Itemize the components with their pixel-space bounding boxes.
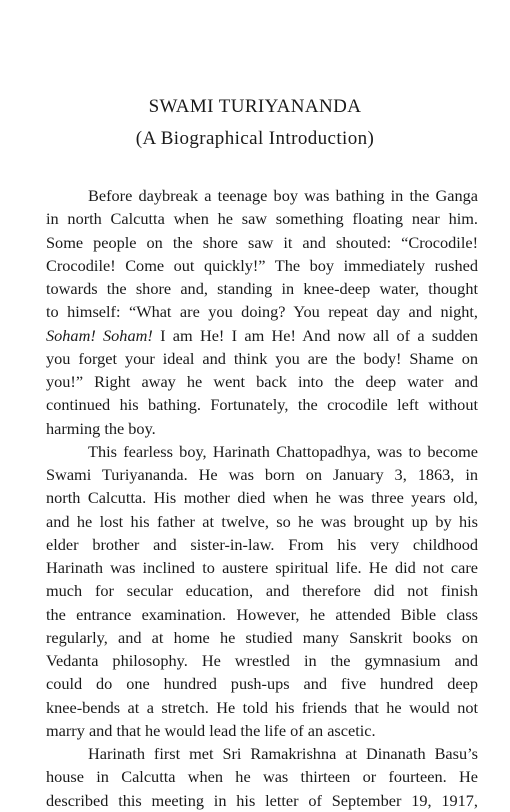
text-segment: to himself: “What are you doing? You repeat day and night,: [46, 302, 478, 322]
text-segment: I am He! I am He! And now all of a sudden: [152, 325, 478, 345]
text-segment: Vedanta philosophy. He wrestled in the gymnasium and: [46, 651, 478, 670]
text-line: [46, 510, 478, 533]
text-line: [46, 696, 478, 719]
text-segment: Some people on the shore saw it and shouted: “Crocodile!: [46, 232, 478, 252]
text-line: [46, 742, 478, 765]
text-line: [46, 370, 478, 393]
text-line: [46, 347, 478, 370]
text-segment: Swami Turiyananda. He was born on January 3, 1863, in: [46, 465, 478, 484]
text-segment: knee-bends at a stretch. He told his friends that he would not: [46, 697, 478, 717]
text-segment: you!” Right away he went back into the deep water and: [46, 372, 478, 391]
text-line: [46, 417, 478, 440]
text-segment: you forget your ideal and think you are the body! Shame on: [46, 348, 478, 368]
text-segment: much for secular education, and therefore did not finish: [46, 581, 478, 601]
text-line: [46, 277, 478, 300]
text-line: [46, 184, 478, 207]
text-segment: and he lost his father at twelve, so he was brought up by his: [46, 511, 478, 531]
text-line: [46, 579, 478, 602]
text-segment: elder brother and sister-in-law. From his very childhood: [46, 534, 478, 554]
text-line: [46, 463, 478, 486]
text-line: [46, 789, 478, 812]
text-segment: Harinath was inclined to austere spiritual life. He did not care: [46, 558, 478, 577]
text-segment: the entrance examination. However, he attended Bible class: [46, 604, 478, 624]
text-segment: could do one hundred push-ups and five hundred deep: [46, 674, 478, 694]
body-text: [46, 184, 478, 812]
chapter-subtitle: (A Biographical Introduction): [135, 128, 375, 149]
text-segment: Before daybreak a teenage boy was bathing in the Ganga: [88, 186, 478, 205]
text-line: [46, 254, 478, 277]
text-segment: described this meeting in his letter of September 19, 1917,: [46, 790, 478, 810]
text-line: [46, 556, 478, 579]
text-segment: marry and that he would lead the life of an ascetic.: [46, 720, 376, 740]
text-segment: north Calcutta. His mother died when he was three years old,: [46, 488, 478, 508]
text-line: [46, 649, 478, 672]
text-line: [46, 231, 478, 254]
text-line: [46, 440, 478, 463]
text-segment: Crocodile! Come out quickly!” The boy immediately rushed: [46, 255, 478, 275]
text-line: [46, 300, 478, 323]
text-segment: house in Calcutta when he was thirteen or fourteen. He: [46, 767, 478, 787]
text-segment: continued his bathing. Fortunately, the crocodile left without: [46, 395, 478, 415]
text-line: [46, 486, 478, 509]
text-segment: towards the shore and, standing in knee-deep water, thought: [46, 279, 478, 298]
text-line: [46, 603, 478, 626]
text-line: [46, 765, 478, 788]
text-line: [46, 672, 478, 695]
text-line: [46, 207, 478, 230]
text-line: [46, 393, 478, 416]
italic-phrase: Soham! Soham!: [46, 325, 153, 345]
chapter-title: SWAMI TURIYANANDA: [148, 96, 362, 117]
text-line: [46, 719, 478, 742]
text-segment: harming the boy.: [46, 418, 156, 438]
text-segment: regularly, and at home he studied many Sanskrit books on: [46, 627, 478, 647]
text-line: [46, 324, 478, 347]
text-segment: Harinath first met Sri Ramakrishna at Dinanath Basu’s: [88, 744, 478, 763]
text-line: [46, 626, 478, 649]
text-segment: This fearless boy, Harinath Chattopadhya, was to become: [88, 441, 478, 461]
text-segment: in north Calcutta when he saw something floating near him.: [46, 209, 478, 229]
text-line: [46, 533, 478, 556]
